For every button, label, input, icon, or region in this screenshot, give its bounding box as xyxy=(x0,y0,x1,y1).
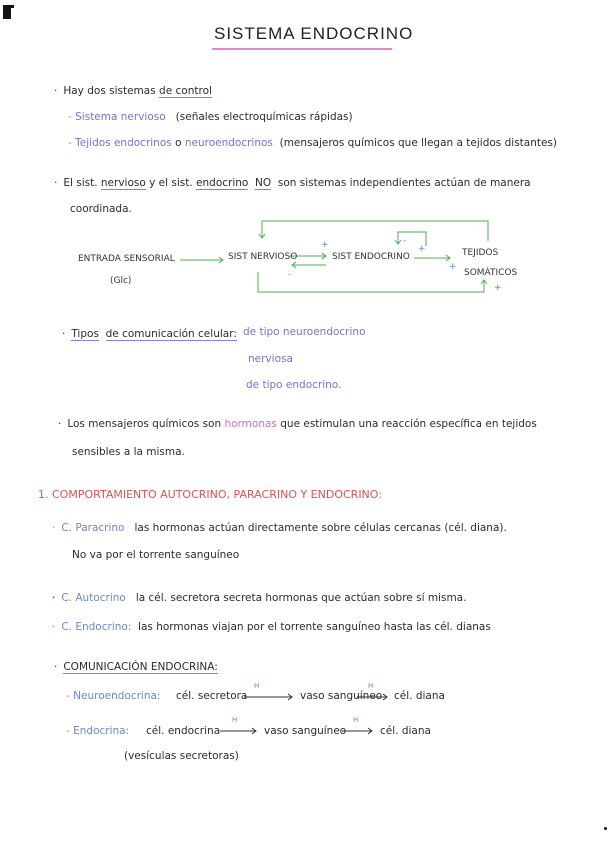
page-title: SISTEMA ENDOCRINO xyxy=(214,24,414,43)
diagram-input-sub: (Glc) xyxy=(110,276,132,286)
sub1-desc: (señales electroquímicas rápidas) xyxy=(175,111,353,123)
corner-mark xyxy=(3,5,11,19)
sign-plus: + xyxy=(321,240,329,250)
diagram-target-2: SOMÁTICOS xyxy=(464,268,518,278)
sub2-label-a: Tejidos endocrinos xyxy=(75,137,172,149)
paracrine-line-2: No va por el torrente sanguíneo xyxy=(72,549,240,561)
top-feedback-loop xyxy=(262,221,488,241)
comm-type-2: nerviosa xyxy=(248,353,293,365)
hormone-mark: H xyxy=(254,682,260,690)
endocrine-comm-heading: · COMUNICACIÓN ENDOCRINA: xyxy=(54,661,218,673)
messengers-c: que estimulan una reacción específica en tejidos xyxy=(280,418,537,430)
intro-sub-2: - Tejidos endocrinos o neuroendocrinos (mensajeros químicos que llegan a tejidos distantes) xyxy=(68,137,558,149)
hormone-mark: H xyxy=(232,716,238,724)
comm-types-label: · Tipos de comunicación celular: xyxy=(62,328,237,340)
sign-plus: + xyxy=(494,283,502,293)
autocrine-text: la cél. secretora secreta hormonas que actúan sobre sí misma. xyxy=(135,592,467,604)
neuro-step-3: cél. diana xyxy=(394,690,445,702)
coord-f: son sistemas independientes actúan de manera xyxy=(277,177,531,189)
paracrine-text: las hormonas actúan directamente sobre células cercanas (cél. diana). xyxy=(134,522,507,534)
sub1-label: Sistema nervioso xyxy=(75,111,166,123)
section-heading: 1. COMPORTAMIENTO AUTOCRINO, PARACRINO Y ENDOCRINO: xyxy=(38,488,382,501)
endocrine-comm-title: COMUNICACIÓN ENDOCRINA: xyxy=(63,661,218,673)
coord-d: endocrino xyxy=(196,177,249,189)
intro-line: · Hay dos sistemas de control xyxy=(54,85,212,97)
neuro-row: - Neuroendocrina: xyxy=(66,690,161,702)
messengers-line-2: sensibles a la misma. xyxy=(72,446,185,458)
sub2-label-b: neuroendocrinos xyxy=(184,137,273,149)
endo-step-1-sub: (vesículas secretoras) xyxy=(124,750,239,762)
comm-type-3: de tipo endocrino. xyxy=(246,379,342,391)
intro-sub-1: - Sistema nervioso (señales electroquímicas rápidas) xyxy=(68,111,353,123)
neuro-step-2: vaso sanguíneo xyxy=(300,690,383,702)
endo-row: - Endocrina: xyxy=(66,725,130,737)
sign-minus: - xyxy=(288,270,292,280)
paracrine-label: C. Paracrino xyxy=(61,522,125,534)
messengers-a: Los mensajeros químicos son xyxy=(67,418,222,430)
diagram-target-1: TEJIDOS xyxy=(462,248,499,258)
paracrine-line: · C. Paracrino las hormonas actúan directamente sobre células cercanas (cél. diana). xyxy=(52,522,507,534)
endo-step-3: cél. diana xyxy=(380,725,431,737)
autocrine-label: C. Autocrino xyxy=(61,592,126,604)
coord-b: nervioso xyxy=(100,177,146,189)
sign-plus: + xyxy=(418,244,426,254)
comm-type-1: de tipo neuroendocrino xyxy=(243,326,366,338)
endo-step-1: cél. endocrina xyxy=(146,725,221,737)
coord-a: El sist. xyxy=(63,177,98,189)
endo-step-2: vaso sanguíneo xyxy=(264,725,347,737)
neuro-step-1: cél. secretora xyxy=(176,690,248,702)
intro-control-text: de control xyxy=(159,85,212,97)
autocrine-line: · C. Autocrino la cél. secretora secreta hormonas que actúan sobre sí misma. xyxy=(52,592,467,604)
coord-e: NO xyxy=(255,177,272,189)
title-underline xyxy=(212,48,392,50)
intro-text: Hay dos sistemas xyxy=(63,85,156,97)
sub2-desc: (mensajeros químicos que llegan a tejidos distantes) xyxy=(279,137,558,149)
endocrine-line: · C. Endocrino: las hormonas viajan por el torrente sanguíneo hasta las cél. dianas xyxy=(52,621,491,633)
coordination-line: · El sist. nervioso y el sist. endocrino NO son sistemas independientes actúan de manera xyxy=(54,177,531,189)
hormone-mark: H xyxy=(368,682,374,690)
diagram-nervous-label: SIST NERVIOSO xyxy=(228,252,298,262)
coord-c: y el sist. xyxy=(149,177,193,189)
bottom-feedback-loop xyxy=(258,272,484,292)
neuro-label: Neuroendocrina: xyxy=(73,690,161,702)
arrow-head xyxy=(219,257,223,263)
sign-minus: - xyxy=(403,236,407,246)
coordination-line-2: coordinada. xyxy=(70,203,132,215)
messengers-line: · Los mensajeros químicos son hormonas que estimulan una reacción específica en tejidos xyxy=(58,418,537,430)
endocrine-text: las hormonas viajan por el torrente sanguíneo hasta las cél. dianas xyxy=(138,621,491,633)
comm-types-b: de comunicación celular: xyxy=(105,328,237,340)
messengers-hormonas: hormonas xyxy=(224,418,277,430)
comm-types-a: Tipos xyxy=(71,328,99,340)
sign-plus: + xyxy=(449,262,457,272)
endo-label: Endocrina: xyxy=(73,725,130,737)
endocrine-label: C. Endocrino: xyxy=(61,621,132,633)
hormone-mark: H xyxy=(353,716,359,724)
sub2-or: o xyxy=(175,137,182,149)
page-dot xyxy=(604,827,607,830)
diagram-input-label: ENTRADA SENSORIAL xyxy=(78,254,175,264)
diagram-endocrine-label: SIST ENDOCRINO xyxy=(332,252,410,262)
